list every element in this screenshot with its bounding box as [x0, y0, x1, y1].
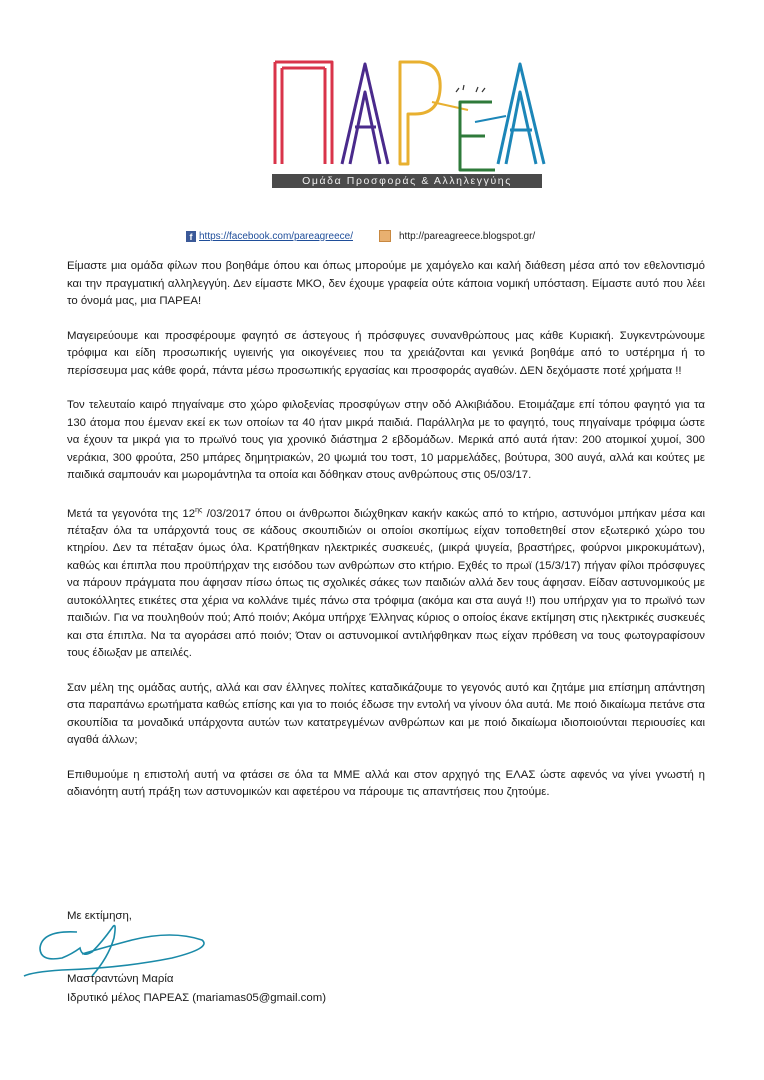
logo-letter-rho — [400, 62, 440, 164]
paragraph-demand: Σαν μέλη της ομάδας αυτής, αλλά και σαν έλληνες πολίτες καταδικάζουμε το γεγονός αυτό και ζητάμε μια επίσημη απάντηση στα παραπάνω ερωτήματα καθώς επίσης και για το ποιός έδωσε την εντολή να γίνουν όλα αυτά. Με ποιό δικαίωμα πετάνε στα σκουπίδια τα μοναδικά υπάρχοντα αυτών των κατατρεγμένων ανθρώπων και με ποιό δικαίωμα ιδιοποιούνται περιουσίες και αγαθά άλλων; — [67, 681, 705, 747]
paragraph-alkiviadou: Τον τελευταίο καιρό πηγαίναμε στο χώρο φιλοξενίας προσφύγων στην οδό Αλκιβιάδου. Ετοιμάζαμε επί τόπου φαγητό για τα 130 άτομα που έμεναν εκεί εκ των οποίων τα 40 ήταν μικρά παιδιά. Παράλληλα με το φαγητό, τους πηγαίναμε τρόφιμα ώστε να έχουν τα μικρά για το πρωϊνό τους για χρονικό διάστημα 2 εβδομάδων. Μερικά από αυτά ήταν: 200 ατομικοί χυμοί, 300 νεράκια, 300 φρούτα, 250 μπάρες δημητριακών, 20 ψωμιά του τοστ, 10 μαρμελάδες, βούτυρα, 300 αυγά, αλλά και κούτες με παιδικά σαμπουάν και μωρομάντηλα τα οποία και δόθηκαν στους ανθρώπους στις 05/03/17. — [67, 399, 705, 481]
logo-letter-epsilon — [460, 102, 495, 170]
blogger-icon — [379, 230, 391, 242]
logo-link-line-2 — [475, 116, 506, 122]
letter-body — [67, 258, 705, 816]
contact-links — [186, 230, 535, 242]
handwritten-signature — [22, 918, 212, 980]
paragraph-events — [67, 502, 705, 663]
blog-link[interactable]: http://pareagreece.blogspot.gr/ — [398, 230, 536, 242]
logo-letter-alpha — [342, 64, 388, 164]
logo-letter-alpha-2 — [498, 64, 544, 164]
events-text-start: Μετά τα γεγονότα της 12 — [67, 507, 196, 520]
logo-sparkle — [456, 85, 485, 92]
closing-line: Με εκτίμηση, — [67, 910, 132, 922]
paragraph-wish: Επιθυμούμε η επιστολή αυτή να φτάσει σε όλα τα ΜΜΕ αλλά και στον αρχηγό της ΕΛΑΣ ώστε αφενός να γίνει γνωστή η αδιανόητη αυτή πράξη των αστυνομικών και αφετέρου να πάρουμε τις απαντήσεις που ζητούμε. — [67, 768, 705, 799]
ordinal-superscript: ης — [195, 506, 203, 514]
paragraph-activities: Μαγειρεύουμε και προσφέρουμε φαγητό σε άστεγους ή πρόσφυγες συνανθρώπους μας κάθε Κυριακή. Συγκεντρώνουμε τρόφιμα και είδη προσωπικής υγιεινής για οικογένειες που τα χρειάζονται και γενικά βοηθάμε από το υστέρημα ή το περίσσευμα μας κάθε φορά, πάντα μέσω προσωπικής εργασίας και προσφοράς αγαθών. ΔΕΝ δεχόμαστε ποτέ χρήματα !! — [67, 329, 705, 377]
signatory-role: Ιδρυτικό μέλος ΠΑΡΕΑΣ (mariamas05@gmail.com) — [67, 992, 326, 1004]
facebook-icon: f — [186, 231, 196, 242]
paragraph-intro: Είμαστε μια ομάδα φίλων που βοηθάμε όπου και όπως μπορούμε με χαμόγελο και καλή διάθεση μέσα από τον εθελοντισμό και την πραγματική αλληλεγγύη. Δεν είμαστε ΜΚΟ, δεν έχουμε γραφεία ούτε κάποια νομική υπόσταση. Είμαστε αυτό που λέει το όνομά μας, μια ΠΑΡΕΑ! — [67, 260, 705, 307]
logo-letter-pi — [275, 62, 332, 164]
signatory-name: Μαστραντώνη Μαρία — [67, 973, 174, 985]
facebook-link[interactable]: https://facebook.com/pareagreece/ — [199, 230, 353, 242]
parea-logo — [270, 52, 550, 172]
logo-tagline: Ομάδα Προσφοράς & Αλληλεγγύης — [272, 174, 542, 188]
events-text-rest: /03/2017 όπου οι άνθρωποι διώχθηκαν κακήν κακώς από το κτήριο, αστυνόμοι μπήκαν μέσα και πέταξαν όλα τα υπάρχοντά τους σε κάδους σκουπιδιών οι οποίοι σκοπίμως είχαν τοποθετηθεί στον εξωτερικό χώρο του κτηρίου. Δεν τα πέταξαν όμως όλα. Κρατήθηκαν ηλεκτρικές συσκευές, (μικρά ψυγεία, βραστήρες, φούρνοι μικροκυμάτων), καθώς και έπιπλα που προϋπήρχαν της εισόδου των ανθρώπων στο κτήριο. Εχθές το πρωϊ (15/3/17) πήγαν φίλοι πρόσφυγες να πάρουν πράγματα που άφησαν πίσω όπως τις σχολικές σάκες των παιδιών αλλά δεν τους άφησαν. Είδαν αστυνομικούς με αυτοκόλλητες ετικέτες στα χέρια να κολλάνε τιμές πάνω στα τρόφιμα (ακόμα και στα αυγά !!) που υπήρχαν για το πρωϊνό των παιδιών. Για να πουληθούν πού; Από ποιόν; Ακόμα υπήρχε Έλληνας κύριος ο οποίος έκανε εκτίμηση στις ηλεκτρικές συσκευές και στα έπιπλα. Να τα αγοράσει από ποιόν; Όταν οι αστυνομικοί αντιλήφθηκαν πως είχαν πρόθεση να τους φωτογραφίσουν τους έδιωξαν με απειλές. — [67, 507, 705, 660]
